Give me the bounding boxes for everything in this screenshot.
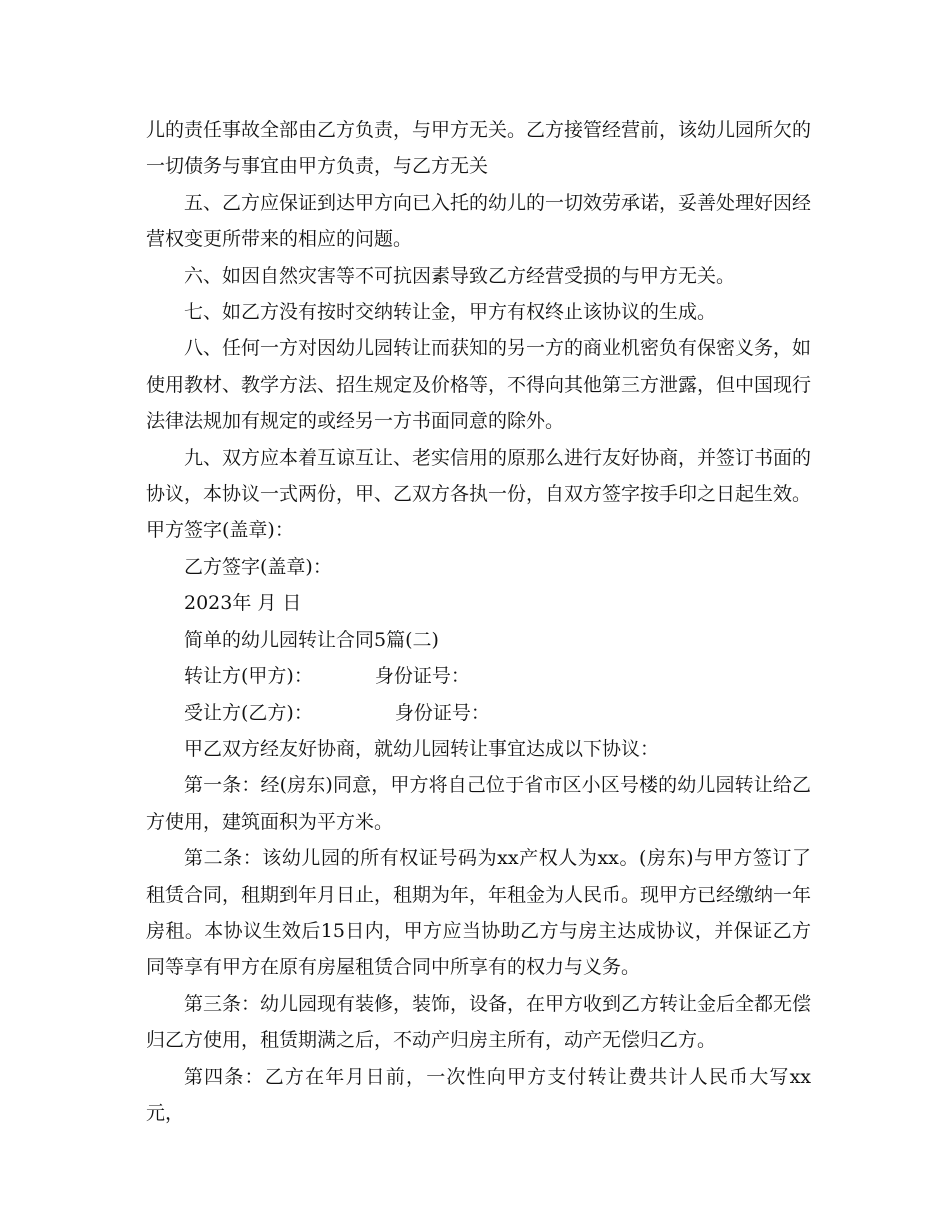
date-line: 2023年 月 日 — [184, 592, 302, 615]
section-title: 简单的幼儿园转让合同5篇(二) — [184, 628, 439, 651]
paragraph-continued-liability: 儿的责任事故全部由乙方负责，与甲方无关。乙方接管经营前，该幼儿园所欠的一切债务与事宜由甲方负责，与乙方无关 — [146, 119, 812, 178]
agreement-intro: 甲乙双方经友好协商，就幼儿园转让事宜达成以下协议： — [184, 737, 660, 760]
paragraph-clause-8: 八、任何一方对因幼儿园转让而获知的另一方的商业机密负有保密义务，如使用教材、教学方法、招生规定及价格等，不得向其他第三方泄露，但中国现行法律法规加有规定的或经另一方书面同意的除外。 — [146, 337, 812, 433]
party-a-signature-line: 甲方签字(盖章)： — [146, 519, 294, 542]
document-body — [146, 112, 811, 1131]
paragraph-clause-6: 六、如因自然灾害等不可抗因素导致乙方经营受损的与甲方无关。 — [184, 264, 736, 287]
article-2: 第二条：该幼儿园的所有权证号码为xx产权人为xx。(房东)与甲方签订了租赁合同，租期到年月日止，租期为年，年租金为人民币。现甲方已经缴纳一年房租。本协议生效后15日内，甲方应当协助乙方与房主达成协议，并保证乙方同等享有甲方在原有房屋租赁合同中所享有的权力与义务。 — [146, 847, 812, 979]
transferee-label: 受让方(乙方)： — [184, 701, 313, 724]
transferor-line — [146, 658, 811, 694]
transferor-id-label: 身份证号： — [374, 665, 470, 688]
article-3: 第三条：幼儿园现有装修，装饰，设备，在甲方收到乙方转让金后全都无偿归乙方使用，租赁期满之后，不动产归房主所有，动产无偿归乙方。 — [146, 992, 812, 1052]
paragraph-clause-9: 九、双方应本着互谅互让、老实信用的原那么进行友好协商，并签订书面的协议，本协议一式两份，甲、乙双方各执一份，自双方签字按手印之日起生效。 — [146, 446, 812, 506]
article-1: 第一条：经(房东)同意，甲方将自己位于省市区小区号楼的幼儿园转让给乙方使用，建筑面积为平方米。 — [146, 774, 811, 833]
transferee-id-label: 身份证号： — [394, 701, 490, 724]
transferor-label: 转让方(甲方)： — [184, 665, 313, 688]
article-4: 第四条：乙方在年月日前，一次性向甲方支付转让费共计人民币大写xx元， — [146, 1065, 811, 1124]
party-b-signature-line: 乙方签字(盖章)： — [184, 555, 332, 578]
transferee-line — [146, 695, 811, 731]
paragraph-clause-7: 七、如乙方没有按时交纳转让金，甲方有权终止该协议的生成。 — [184, 301, 717, 324]
paragraph-clause-5: 五、乙方应保证到达甲方向已入托的幼儿的一切效劳承诺，妥善处理好因经营权变更所带来的相应的问题。 — [146, 191, 812, 251]
